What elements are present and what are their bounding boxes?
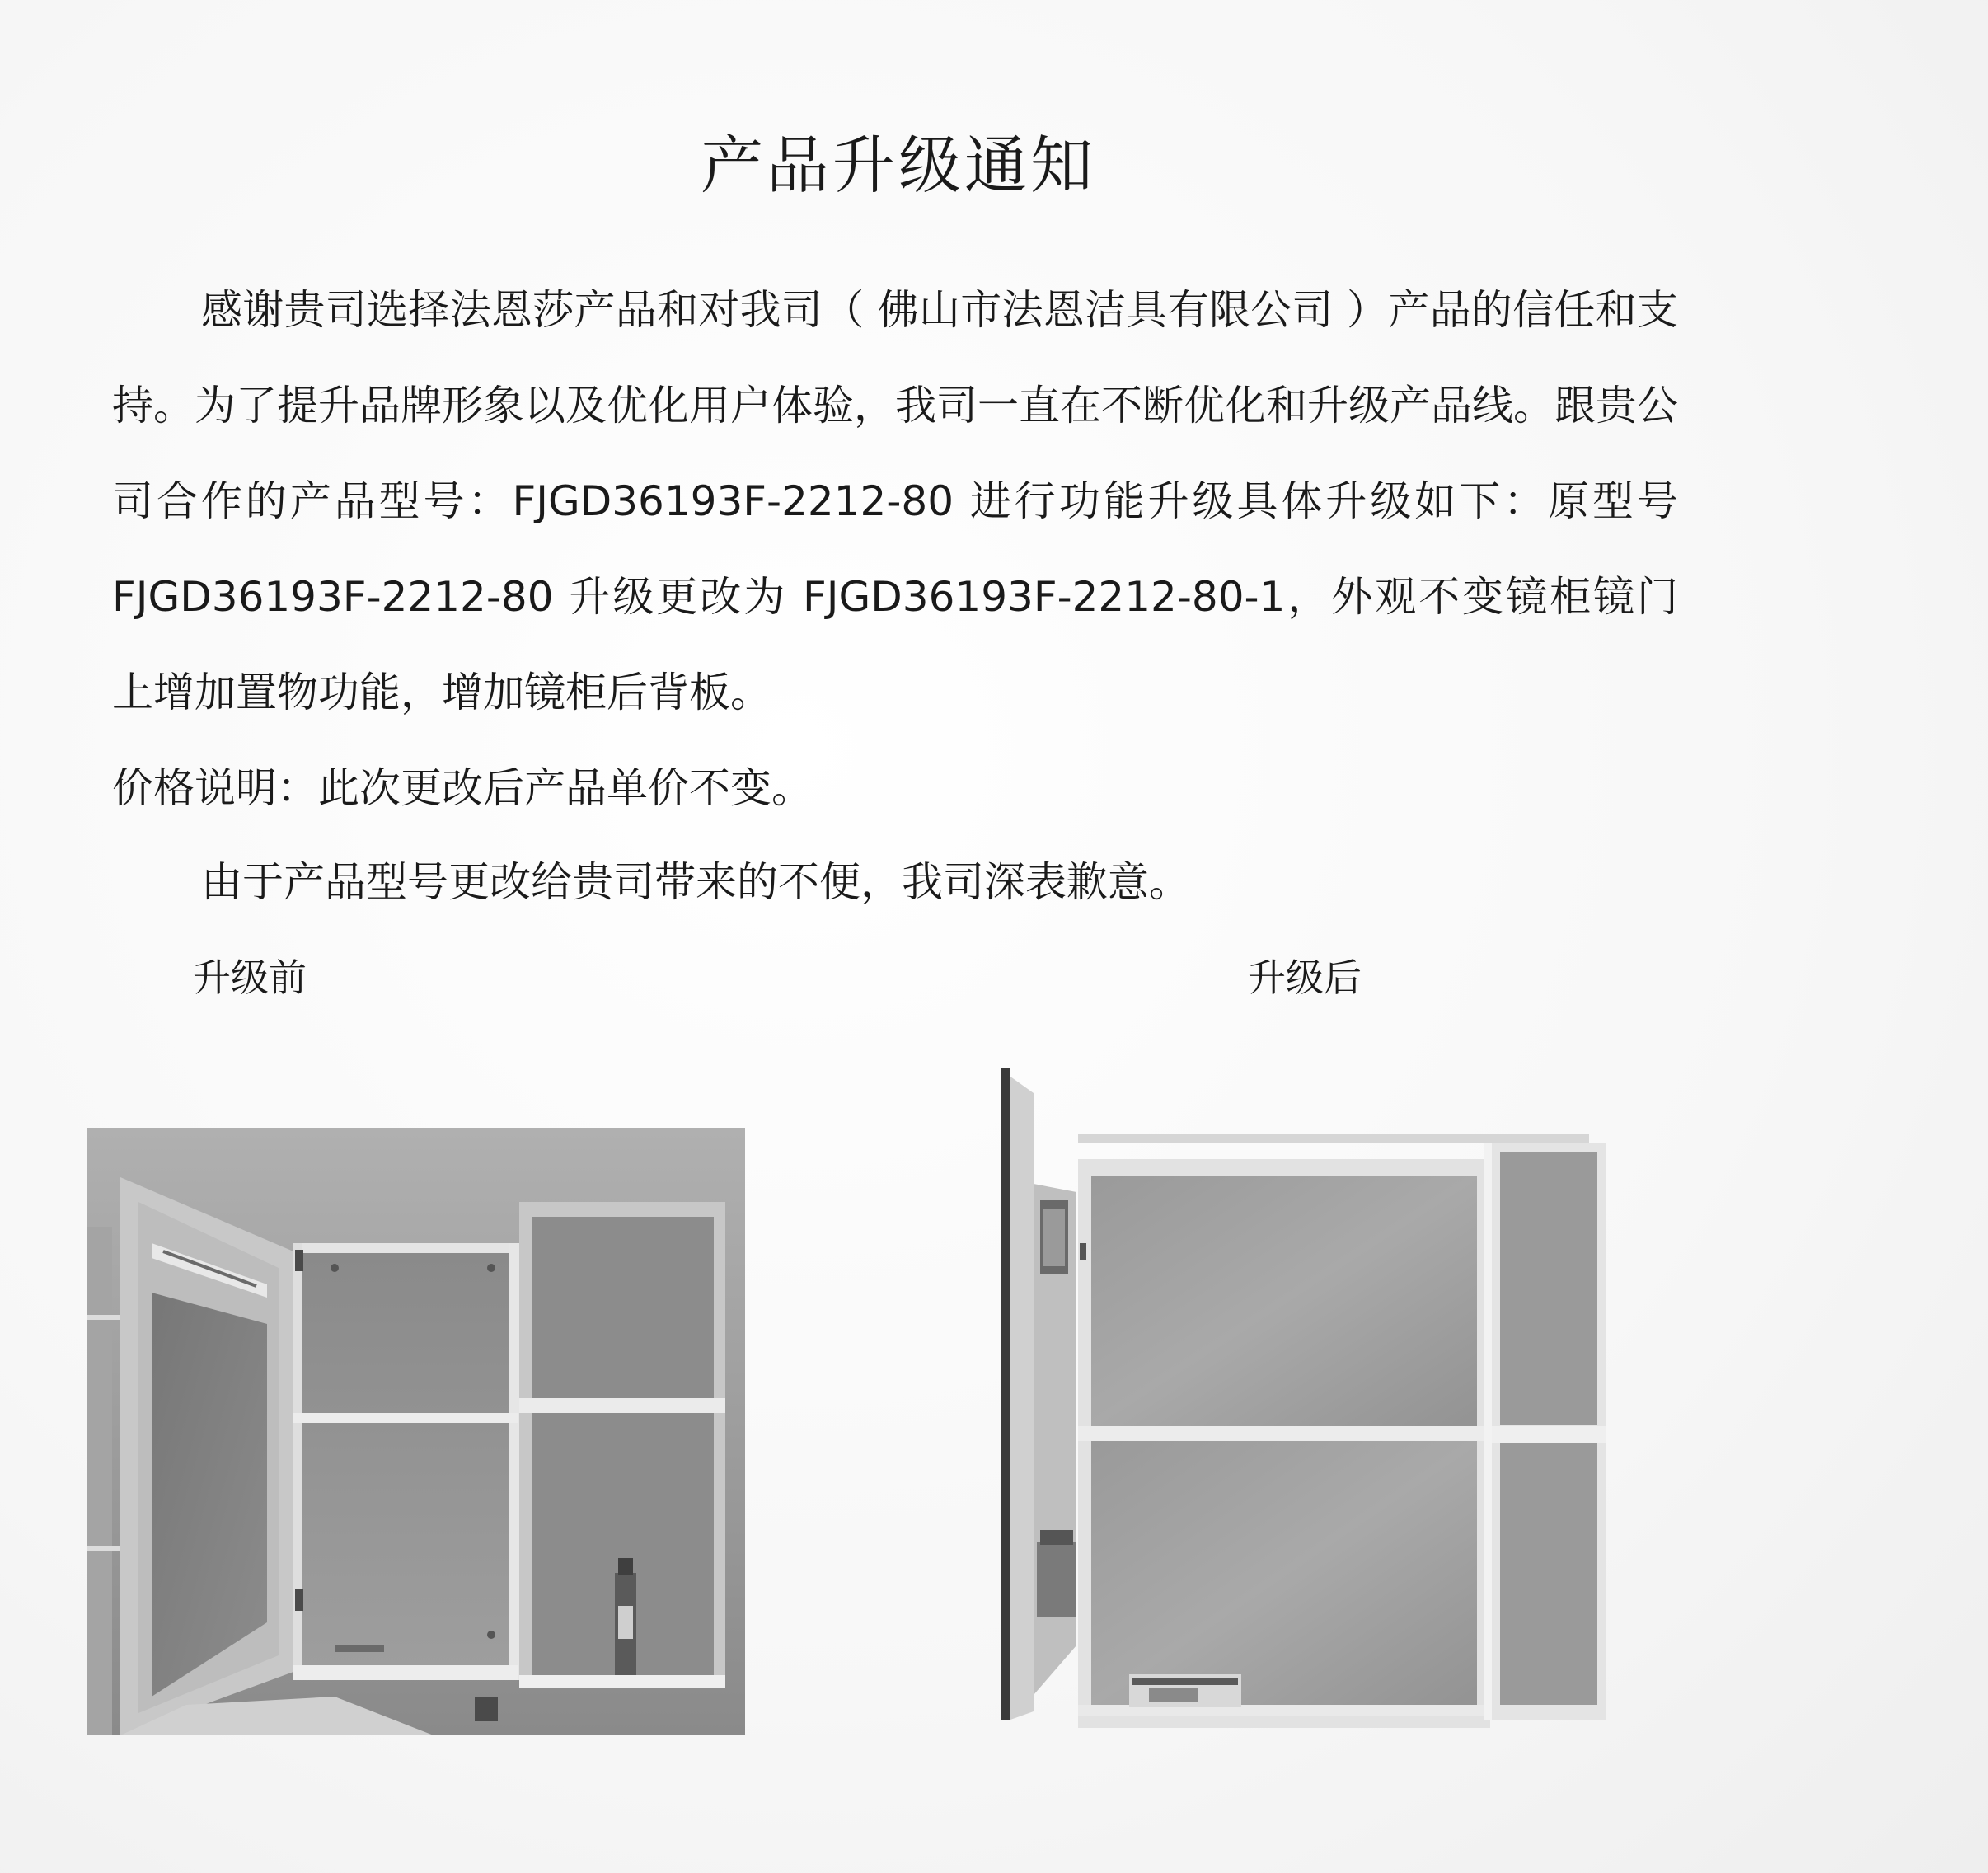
cabinet-after-illustration — [1001, 1068, 1627, 1728]
paragraph-apology: 由于产品型号更改给贵司带来的不便，我司深表歉意。 — [201, 858, 1190, 906]
caption-after-upgrade: 升级后 — [1248, 955, 1362, 1000]
cabinet-before-illustration — [87, 1128, 745, 1735]
paragraph-price-note: 价格说明：此次更改后产品单价不变。 — [112, 764, 813, 812]
photo-cabinet-before-upgrade — [87, 1128, 745, 1735]
paragraph-upgrade-details: 感谢贵司选择法恩莎产品和对我司（ 佛山市法恩洁具有限公司 ）产品的信任和支持。为了提升品牌形象以及优化用户体验，我司一直在不断优化和升级产品线。跟贵公司合作的产品型号：FJGD36193F-2212-80 进行功能升级具体升级如下：原型号 FJGD36193F-2212-80 升级更改为 FJGD36193F-2212-80-1，外观不变镜柜镜门上增加置物功能，增加镜柜后背板。 — [112, 286, 1678, 716]
page-title: 产品升级通知 — [701, 129, 1096, 202]
photo-cabinet-after-upgrade — [1001, 1068, 1627, 1728]
caption-before-upgrade: 升级前 — [193, 955, 307, 1000]
